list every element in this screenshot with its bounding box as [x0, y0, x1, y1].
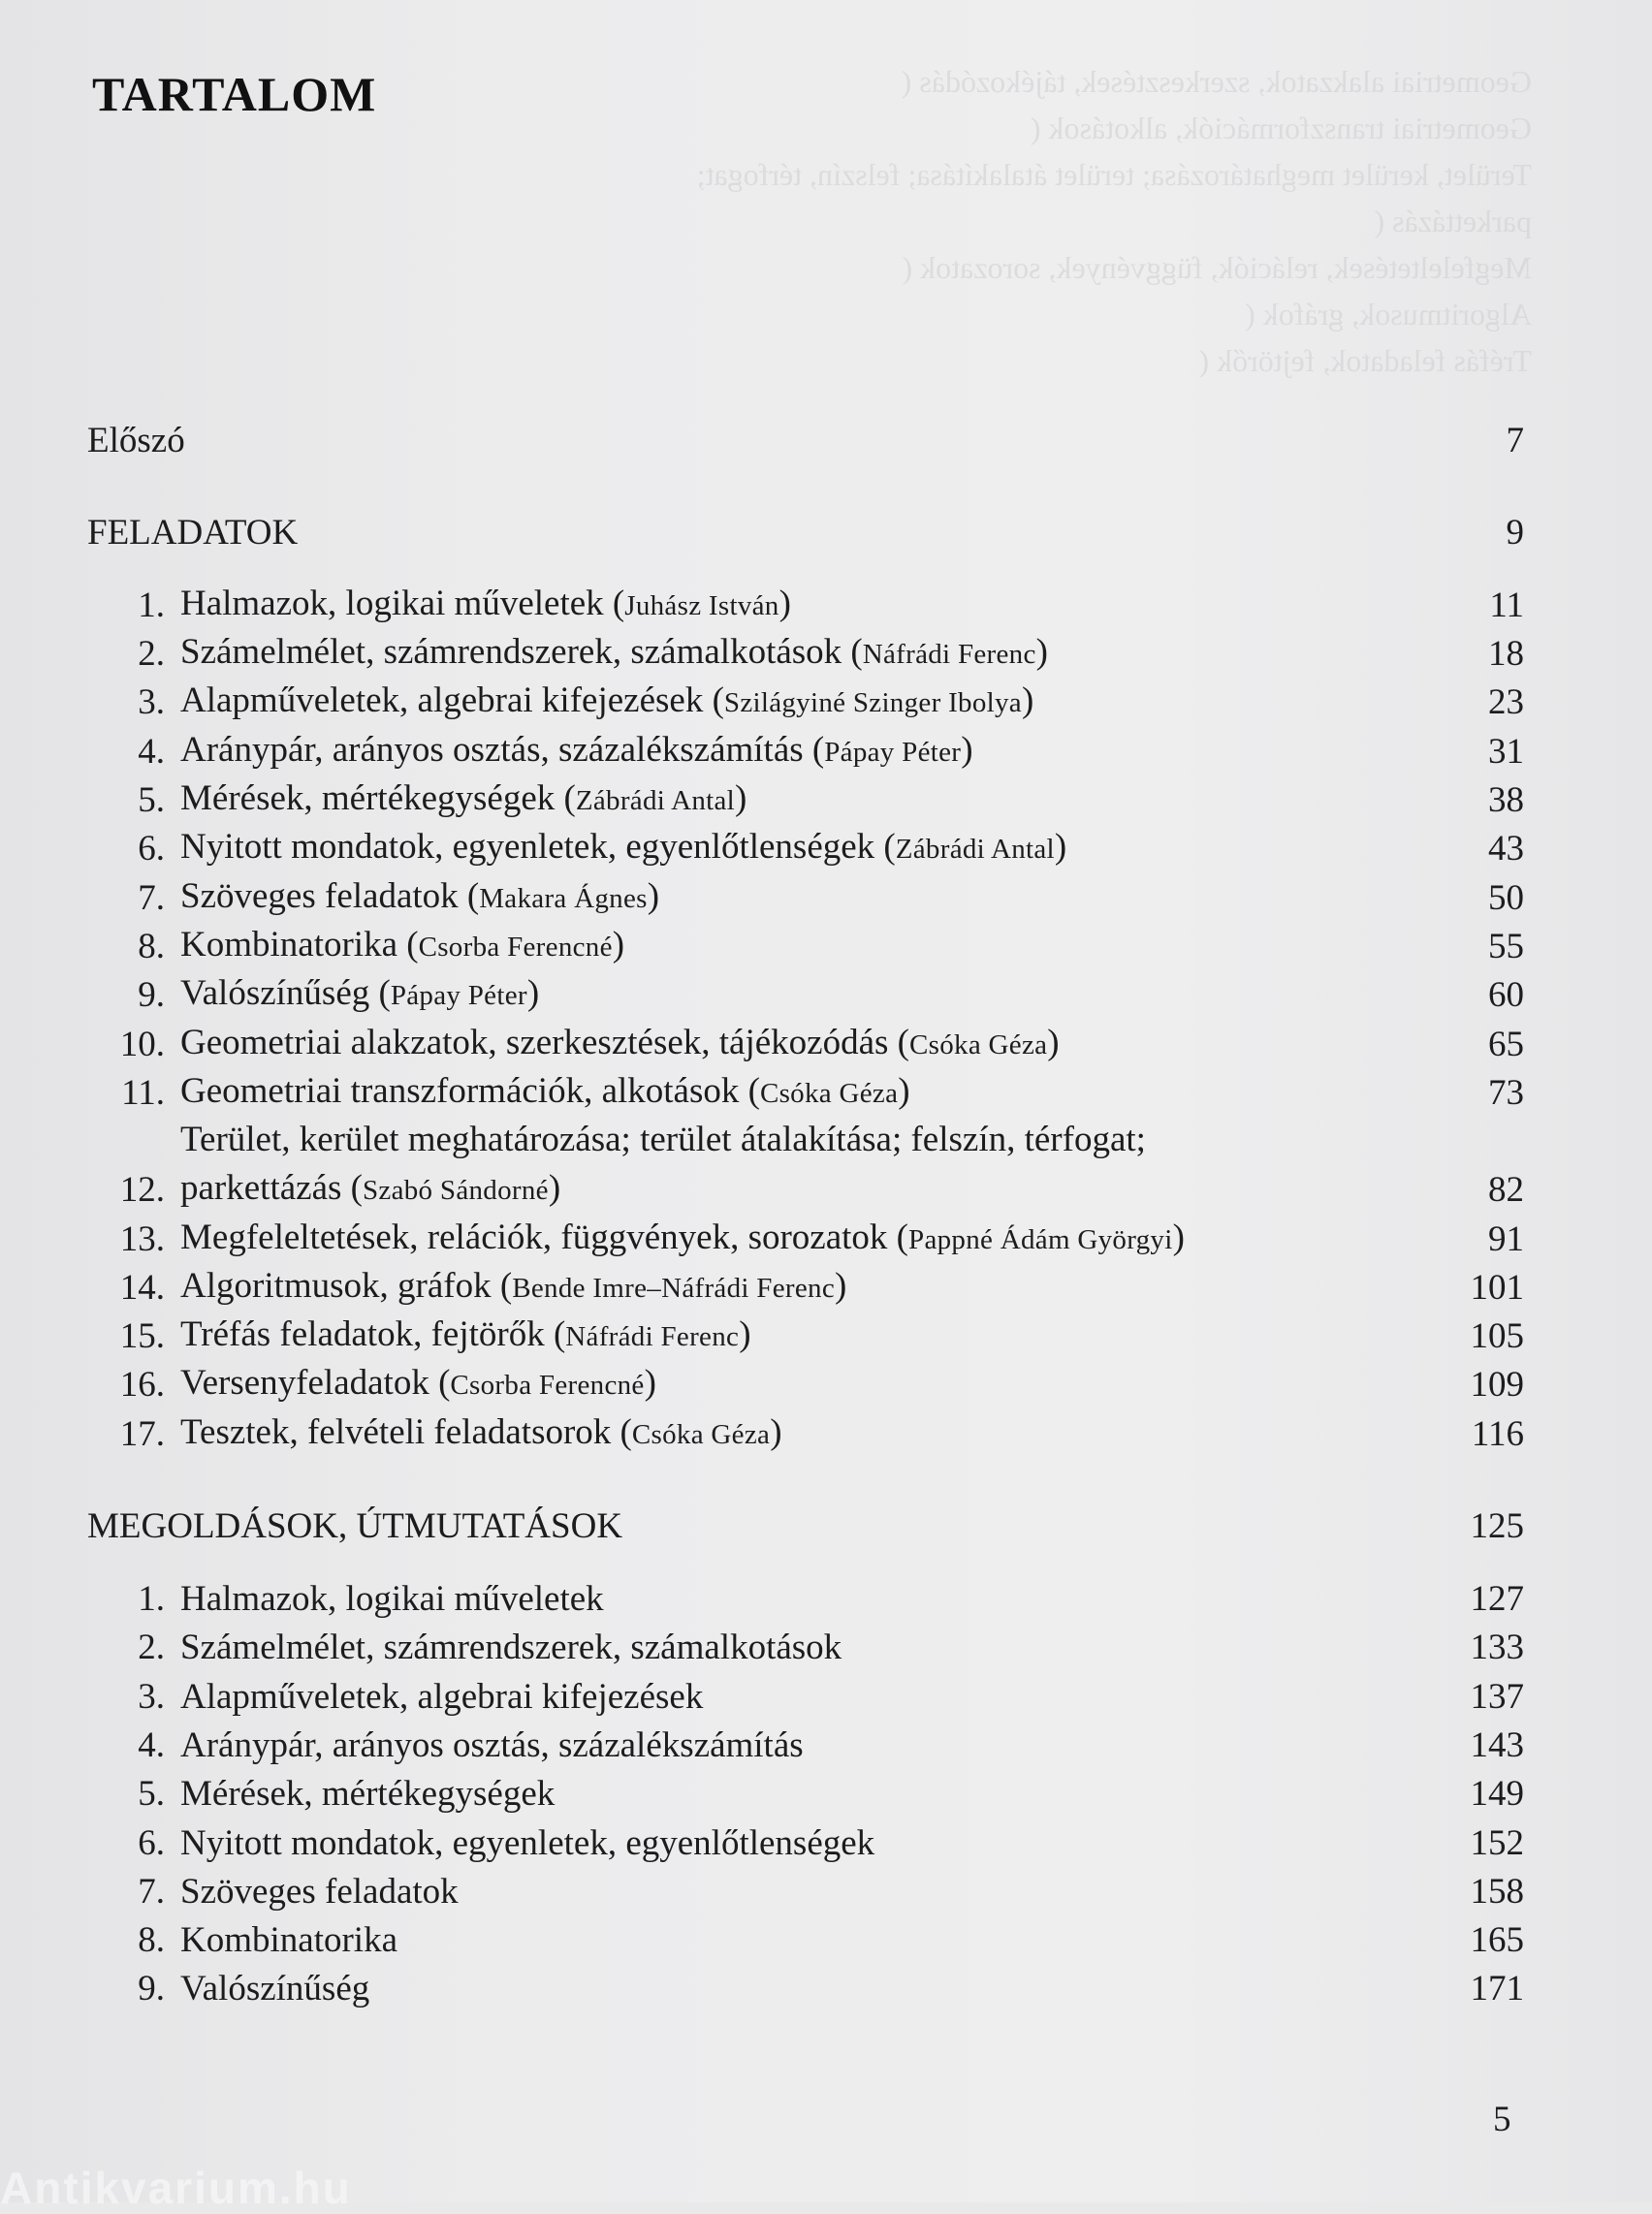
dot-leader: [547, 971, 1480, 1020]
page-ref: 82: [1488, 1170, 1524, 1210]
bleed-line: Tréfás feladatok, fejtörők (: [1198, 343, 1532, 378]
page-ref: 73: [1488, 1073, 1524, 1113]
page-ref: 171: [1470, 1969, 1524, 2009]
entry-title-text: Algoritmusok, gráfok (: [180, 1266, 513, 1306]
entry-title: [180, 775, 747, 825]
toc-entry[interactable]: [87, 1118, 1524, 1215]
page-ref: 11: [1489, 585, 1524, 625]
entry-number: 7.: [138, 878, 165, 918]
entry-body: [180, 969, 1524, 1020]
entry-author: Náfrádi Ferenc: [565, 1321, 740, 1352]
bleed-line: parkettázás (: [1374, 204, 1532, 238]
toc-entry[interactable]: [87, 1021, 1524, 1069]
entry-body: [180, 1262, 1524, 1313]
dot-leader: [1192, 1216, 1480, 1264]
entry-number: 3.: [138, 1676, 165, 1717]
page-ref: 65: [1488, 1025, 1524, 1064]
toc-section-feladatok[interactable]: [87, 509, 1524, 557]
entry-body: [180, 1624, 1524, 1672]
entry-number: 5.: [138, 1774, 165, 1815]
dot-leader: [854, 1264, 1462, 1313]
entry-number: 6.: [138, 1822, 165, 1863]
page-ref: 137: [1470, 1676, 1524, 1717]
entry-body: [180, 1116, 1524, 1215]
dot-leader: [405, 1916, 1462, 1965]
entry-number: 8.: [138, 1920, 165, 1961]
watermark: Antikvarium.hu: [0, 2163, 352, 2213]
dot-leader: [1154, 1166, 1480, 1215]
entry-number: 9.: [138, 1969, 165, 2009]
page-ref: 127: [1470, 1579, 1524, 1619]
page-ref: 158: [1470, 1871, 1524, 1912]
toc-entry[interactable]: [87, 1965, 1524, 2013]
toc-entry[interactable]: [87, 1264, 1524, 1313]
entry-body: [180, 1359, 1524, 1409]
entry-title: [180, 1214, 1185, 1264]
page-ref: 91: [1488, 1219, 1524, 1259]
entry-number: 12.: [119, 1170, 165, 1210]
section-label: MEGOLDÁSOK, ÚTMUTATÁSOK: [87, 1506, 623, 1546]
bleed-line: Algoritmusok, gráfok (: [1245, 297, 1532, 332]
toc-entry[interactable]: [87, 1410, 1524, 1459]
entry-title-text: Megfeleltetések, relációk, függvények, sorozatok (: [180, 1218, 909, 1257]
toc-entry[interactable]: [87, 1868, 1524, 1916]
entry-title: [180, 677, 1033, 727]
entry-number: 11.: [121, 1073, 165, 1113]
dot-leader: [981, 728, 1480, 776]
entry-title: Aránypár, arányos osztás, százalékszámítás: [180, 1724, 804, 1765]
entry-body: [180, 1408, 1524, 1459]
toc-entry[interactable]: [87, 923, 1524, 971]
entry-title: Nyitott mondatok, egyenletek, egyenlőtlenségek: [180, 1822, 875, 1863]
entry-body: [180, 823, 1524, 873]
entry-number: 15.: [119, 1316, 165, 1356]
bleed-line: Terület, kerület meghatározása; terület átalakítása; felszín, térfogat;: [696, 157, 1532, 192]
entry-number: 9.: [138, 975, 165, 1015]
entry-body: [180, 1067, 1524, 1118]
toc-entry[interactable]: [87, 1819, 1524, 1868]
page-ref: 133: [1470, 1628, 1524, 1668]
entry-author: Makara Ágnes: [479, 883, 648, 914]
entry-body: [180, 1673, 1524, 1722]
dot-leader: [612, 1575, 1463, 1624]
toc-entry[interactable]: [87, 776, 1524, 825]
toc-entry[interactable]: [87, 971, 1524, 1020]
page-ref: 9: [1506, 513, 1524, 553]
entry-body: [180, 1019, 1524, 1069]
entry-title-text: Kombinatorika (: [180, 925, 419, 965]
entry-number: 4.: [138, 1724, 165, 1765]
entry-body: [180, 580, 1524, 630]
entry-close-paren: ): [1054, 827, 1067, 867]
bleed-line: Megfeleltetések, relációk, függvények, sorozatok (: [902, 250, 1532, 285]
entry-body: [180, 1575, 1524, 1624]
entry-title: [180, 1067, 910, 1118]
entry-close-paren: ): [1047, 1023, 1060, 1062]
entry-title: [180, 921, 624, 971]
bleed-through-text: [582, 58, 1532, 384]
entry-number: 2.: [138, 634, 165, 674]
page-ref: 55: [1488, 927, 1524, 966]
toc-entry[interactable]: [87, 1770, 1524, 1819]
toc-entry[interactable]: [87, 1624, 1524, 1672]
toc-entry[interactable]: [87, 874, 1524, 923]
dot-leader: [1041, 679, 1480, 727]
page-ref: 31: [1488, 732, 1524, 772]
entry-number: 1.: [138, 1579, 165, 1619]
entry-close-paren: ): [735, 778, 747, 818]
entry-body: [180, 1770, 1524, 1819]
entry-author: Csóka Géza: [759, 1078, 899, 1109]
entry-title-text: Tesztek, felvételi feladatsorok (: [180, 1412, 632, 1452]
page-number: 5: [1493, 2100, 1511, 2139]
page-ref: 38: [1488, 780, 1524, 820]
page-ref: 23: [1488, 682, 1524, 722]
entry-title-text: Mérések, mértékegységek (: [180, 778, 576, 818]
entry-body: [180, 1868, 1524, 1916]
entry-author: Csóka Géza: [908, 1029, 1048, 1060]
entry-body: [180, 1819, 1524, 1868]
toc-entry-label: Előszó: [87, 421, 185, 460]
entry-number: 3.: [138, 682, 165, 722]
page-ref: 60: [1488, 975, 1524, 1015]
entry-title-text: Geometriai alakzatok, szerkesztések, tájékozódás (: [180, 1023, 909, 1062]
entry-close-paren: ): [612, 925, 625, 965]
dot-leader: [849, 1624, 1462, 1672]
entry-close-paren: ): [739, 1314, 751, 1354]
dot-leader: [1067, 1021, 1480, 1069]
entry-title-text: Alapműveletek, algebrai kifejezések (: [180, 680, 724, 720]
entry-title-text: Versenyfeladatok (: [180, 1363, 451, 1403]
page-ref: 165: [1470, 1920, 1524, 1961]
page-ref: 152: [1470, 1822, 1524, 1863]
dot-leader: [466, 1868, 1463, 1916]
entry-title-cont: parkettázás (: [180, 1168, 363, 1208]
entry-number: 14.: [119, 1268, 165, 1308]
toc-entry[interactable]: [87, 679, 1524, 727]
toc-entry[interactable]: [87, 1575, 1524, 1624]
toc-entry[interactable]: [87, 1069, 1524, 1118]
entry-number: 5.: [138, 780, 165, 820]
entry-body: [180, 1916, 1524, 1965]
entry-body: [180, 726, 1524, 776]
bleed-line: Geometriai transzformációk, alkotások (: [1030, 111, 1532, 145]
entry-body: [180, 1965, 1524, 2013]
page-ref: 18: [1488, 634, 1524, 674]
page-ref: 116: [1471, 1414, 1524, 1454]
dot-leader: [193, 417, 1487, 465]
entry-title: [180, 1019, 1060, 1069]
entry-title: [180, 628, 1048, 679]
dot-leader: [1074, 825, 1480, 873]
entry-title-text: Halmazok, logikai műveletek (: [180, 584, 625, 623]
entry-title-text: Szöveges feladatok (: [180, 876, 480, 916]
entry-title-text: Számelmélet, számrendszerek, számalkotások (: [180, 632, 863, 672]
entry-number: 17.: [119, 1414, 165, 1454]
entry-close-paren: ): [961, 730, 973, 770]
toc-entry[interactable]: [87, 1673, 1524, 1722]
entry-title: Halmazok, logikai műveletek: [180, 1579, 604, 1619]
dot-leader: [632, 923, 1480, 971]
entry-number: 6.: [138, 829, 165, 869]
entry-close-paren: ): [1035, 632, 1048, 672]
entry-body: [180, 872, 1524, 923]
dot-leader: [882, 1819, 1462, 1868]
entry-close-paren: ): [898, 1071, 910, 1111]
dot-leader: [811, 1722, 1463, 1770]
page-title: TARTALOM: [92, 67, 377, 121]
entry-close-paren: ): [770, 1412, 782, 1452]
entry-body: [180, 921, 1524, 971]
entry-author: Szabó Sándorné: [362, 1175, 549, 1206]
page-ref: 50: [1488, 878, 1524, 918]
entry-close-paren: ): [1021, 680, 1034, 720]
dot-leader: [790, 1410, 1464, 1459]
dot-leader: [667, 874, 1480, 923]
entry-author: Náfrádi Ferenc: [862, 639, 1036, 670]
dot-leader: [754, 776, 1480, 825]
toc-entry[interactable]: [87, 1722, 1524, 1770]
entry-title-text: Aránypár, arányos osztás, százalékszámítás (: [180, 730, 825, 770]
entry-title: [180, 1116, 1146, 1215]
entry-author: Pappné Ádám Györgyi: [908, 1224, 1173, 1255]
entry-title: Számelmélet, számrendszerek, számalkotások: [180, 1628, 842, 1668]
toc-entry[interactable]: [87, 728, 1524, 776]
entry-author: Csorba Ferencné: [418, 932, 613, 963]
entry-title-line2: [180, 1164, 1146, 1215]
entry-number: 13.: [119, 1219, 165, 1259]
entry-author: Pápay Péter: [390, 980, 527, 1011]
entry-body: [180, 1722, 1524, 1770]
entry-number: 4.: [138, 732, 165, 772]
toc-entry[interactable]: [87, 582, 1524, 630]
entry-title: [180, 1262, 846, 1313]
entry-title: Szöveges feladatok: [180, 1871, 459, 1912]
entry-body: [180, 1214, 1524, 1264]
entry-title: [180, 823, 1066, 873]
entry-body: [180, 775, 1524, 825]
entry-number: 7.: [138, 1871, 165, 1912]
entry-close-paren: ): [526, 973, 540, 1013]
page-ref: 125: [1470, 1506, 1524, 1546]
dot-leader: [918, 1069, 1480, 1118]
dot-leader: [377, 1965, 1462, 2013]
dot-leader: [562, 1770, 1462, 1819]
entry-title: [180, 969, 539, 1020]
toc-entry[interactable]: [87, 825, 1524, 873]
entry-title: Alapműveletek, algebrai kifejezések: [180, 1676, 704, 1717]
page-ref: 43: [1488, 829, 1524, 869]
toc-entry[interactable]: [87, 1916, 1524, 1965]
entry-author: Zábrádi Antal: [575, 785, 736, 816]
entry-title: Mérések, mértékegységek: [180, 1774, 556, 1815]
entry-number: 8.: [138, 927, 165, 966]
dot-leader: [630, 1502, 1462, 1551]
entry-author: Pápay Péter: [824, 737, 962, 768]
page-ref: 109: [1470, 1365, 1524, 1405]
page-ref: 143: [1470, 1724, 1524, 1765]
dot-leader: [759, 1313, 1463, 1361]
entry-close-paren: ): [1172, 1218, 1185, 1257]
entry-title: Valószínűség: [180, 1969, 370, 2009]
entry-author: Csorba Ferencné: [450, 1370, 645, 1401]
entry-close-paren: ): [778, 584, 791, 623]
entry-title-line1: Terület, kerület meghatározása; terület átalakítása; felszín, térfogat;: [180, 1120, 1146, 1159]
entry-title: [180, 1359, 656, 1409]
toc-entry[interactable]: [87, 1216, 1524, 1264]
toc-entry[interactable]: [87, 1361, 1524, 1409]
page-ref: 7: [1506, 421, 1524, 460]
entry-author: Csóka Géza: [631, 1419, 771, 1450]
entry-number: 16.: [119, 1365, 165, 1405]
page-ref: 105: [1470, 1316, 1524, 1356]
toc-entry[interactable]: [87, 1313, 1524, 1361]
dot-leader: [305, 509, 1487, 557]
section-label: FELADATOK: [87, 513, 299, 553]
entry-title-text: Valószínűség (: [180, 973, 391, 1013]
entry-body: [180, 677, 1524, 727]
entry-author: Szilágyiné Szinger Ibolya: [723, 687, 1022, 718]
entry-title: [180, 726, 973, 776]
entry-title: [180, 872, 659, 923]
entry-number: 1.: [138, 585, 165, 625]
entry-number: 2.: [138, 1628, 165, 1668]
entry-author: Bende Imre–Náfrádi Ferenc: [512, 1273, 835, 1304]
entry-body: [180, 1311, 1524, 1361]
entry-title-text: Tréfás feladatok, fejtörők (: [180, 1314, 566, 1354]
dot-leader: [711, 1673, 1462, 1722]
entry-close-paren: ): [835, 1266, 847, 1306]
entry-title-text: Nyitott mondatok, egyenletek, egyenlőtlenségek (: [180, 827, 896, 867]
page-ref: 149: [1470, 1774, 1524, 1815]
entry-title-text: Geometriai transzformációk, alkotások (: [180, 1071, 760, 1111]
toc-section-megoldasok[interactable]: [87, 1502, 1524, 1551]
entry-title: Kombinatorika: [180, 1920, 398, 1961]
entry-author: Juhász István: [624, 590, 779, 621]
bleed-line: Geometriai alakzatok, szerkesztések, tájékozódás (: [901, 64, 1532, 99]
toc-entry[interactable]: [87, 630, 1524, 679]
dot-leader: [1056, 630, 1480, 679]
toc-entry-preface[interactable]: [87, 417, 1524, 465]
entry-number: 10.: [119, 1025, 165, 1064]
entry-author: Zábrádi Antal: [895, 834, 1055, 865]
dot-leader: [799, 582, 1481, 630]
entry-close-paren: ): [644, 1363, 656, 1403]
entry-body: [180, 628, 1524, 679]
entry-close-paren: ): [647, 876, 660, 916]
entry-title: [180, 580, 791, 630]
entry-close-paren: ): [548, 1168, 561, 1208]
entry-title: [180, 1408, 782, 1459]
page-ref: 101: [1470, 1268, 1524, 1308]
entry-title: [180, 1311, 751, 1361]
dot-leader: [664, 1361, 1463, 1409]
